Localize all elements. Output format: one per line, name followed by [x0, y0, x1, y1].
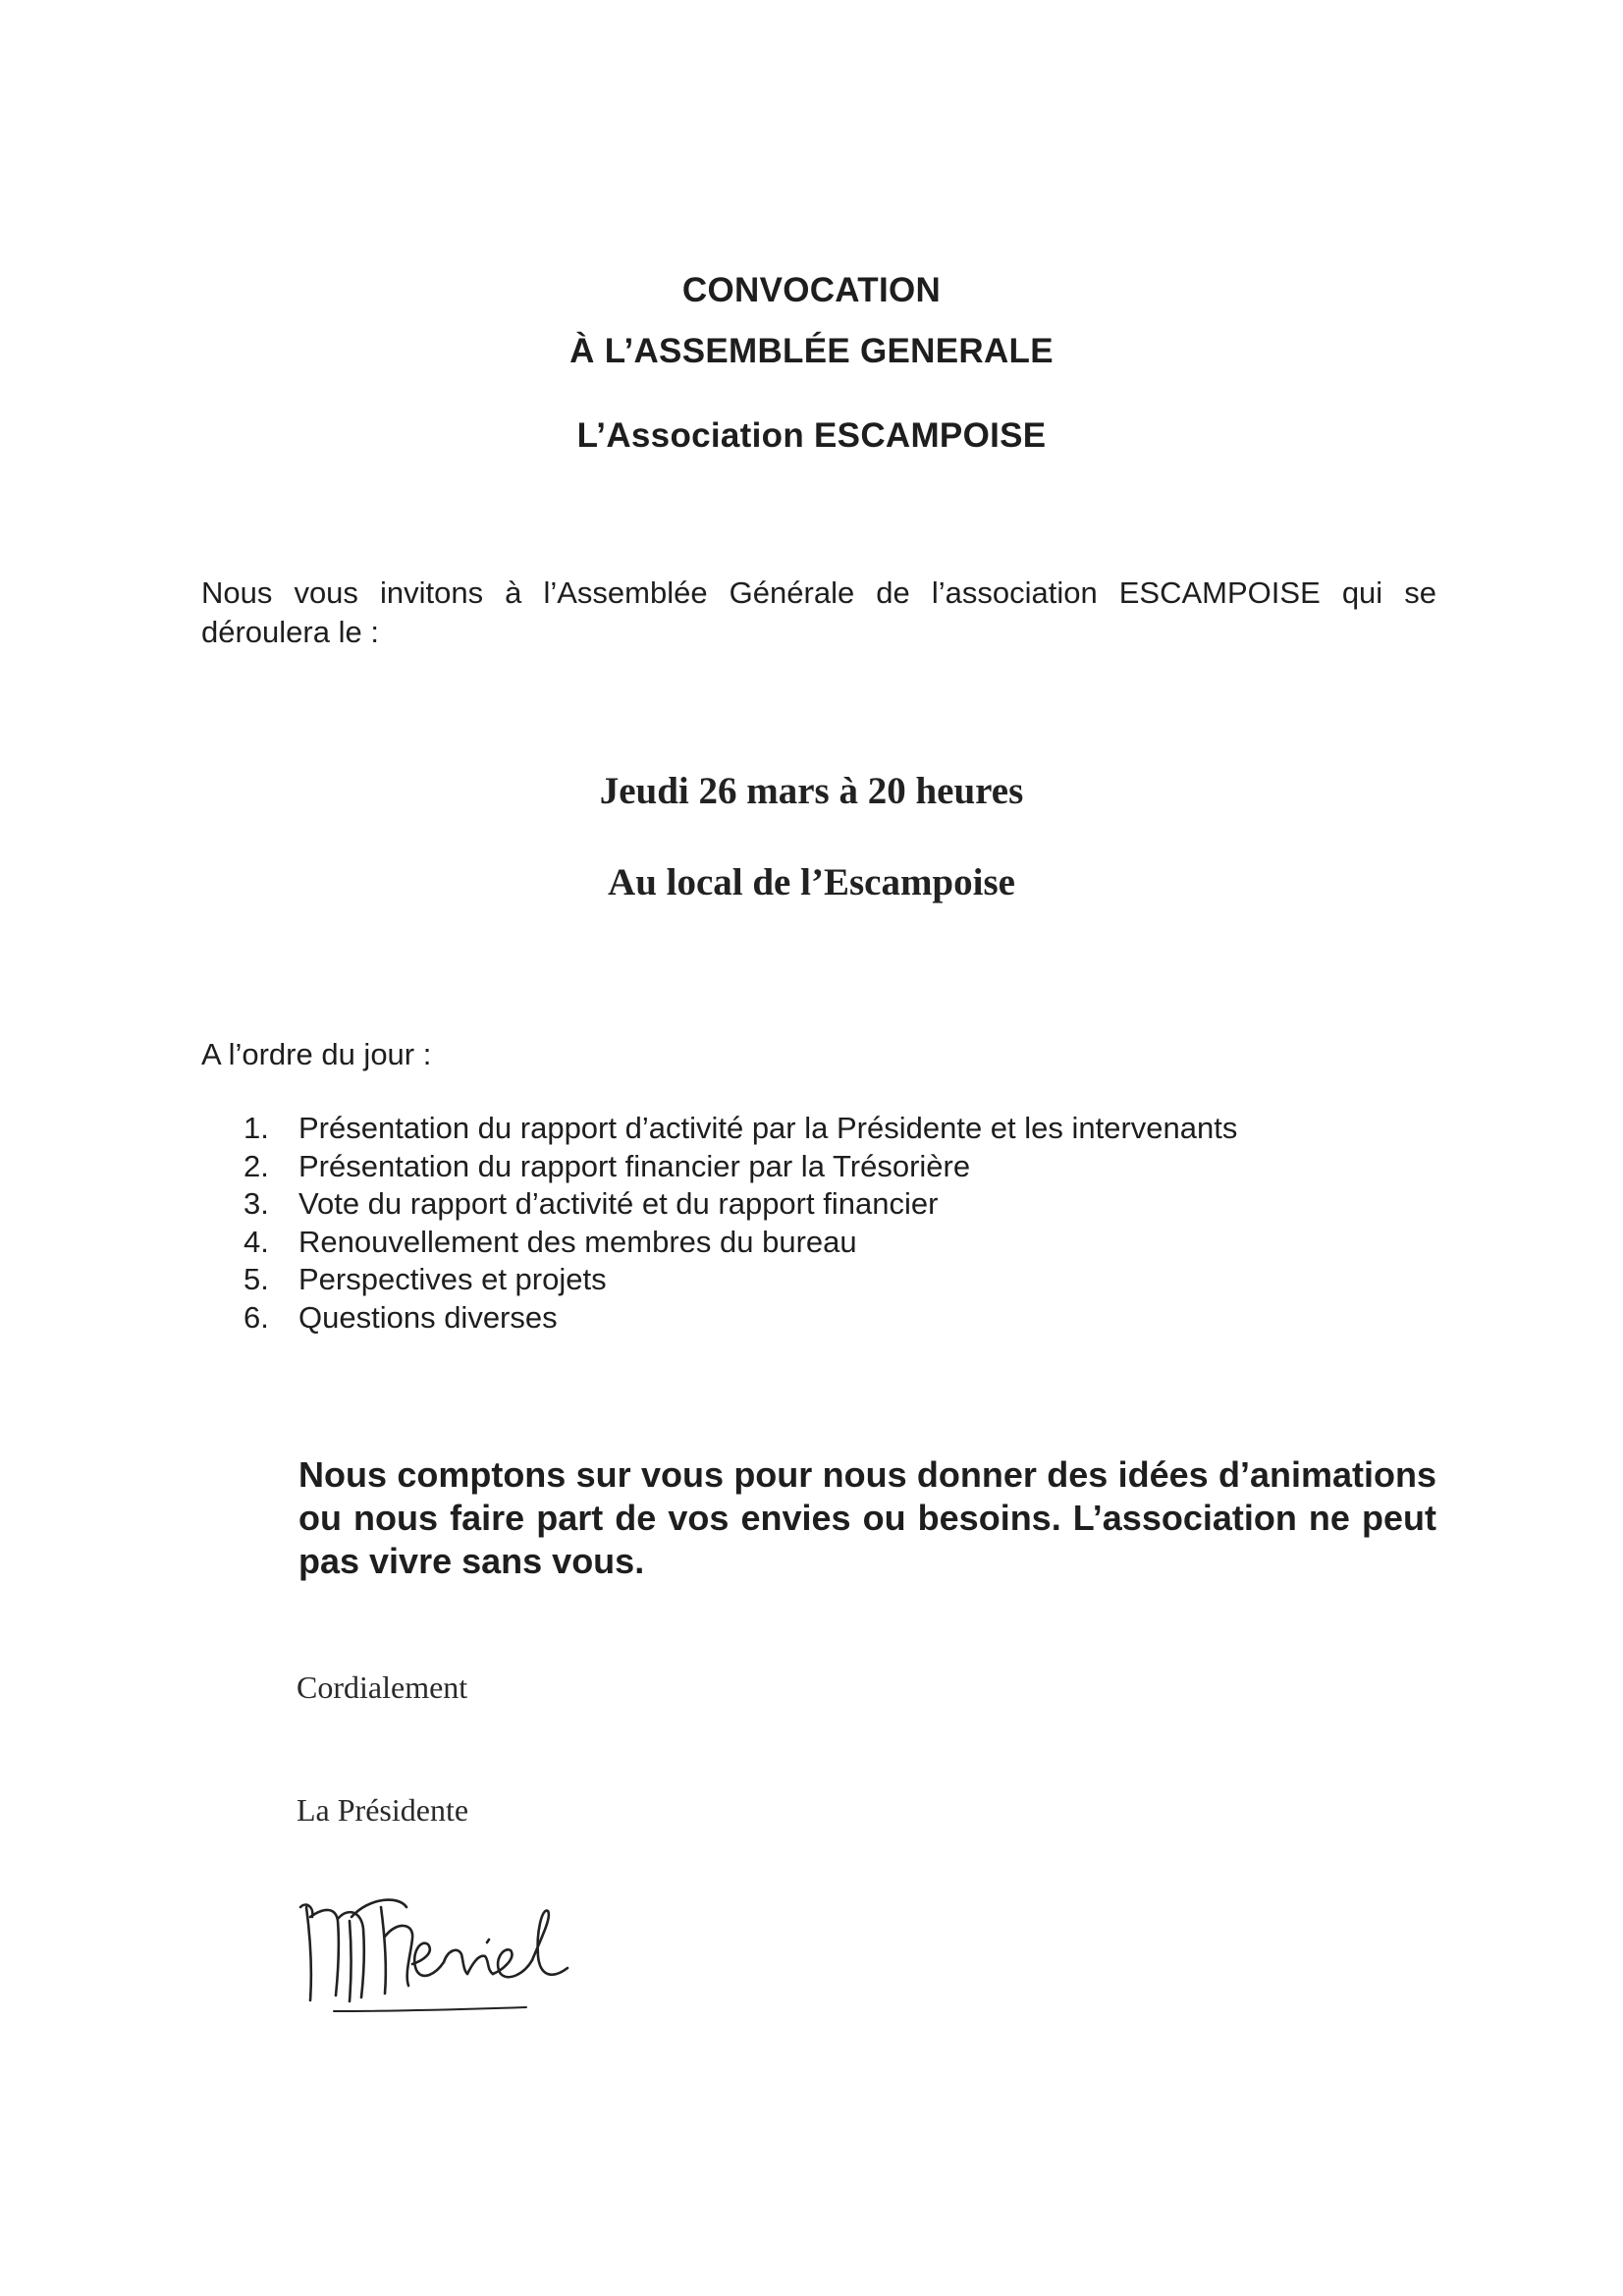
agenda-item — [243, 1224, 1237, 1262]
title-assemblee-generale: À L’ASSEMBLÉE GENERALE — [569, 332, 1054, 370]
title-convocation: CONVOCATION — [681, 271, 942, 309]
agenda-item-text: Vote du rapport d’activité et du rapport financier — [298, 1186, 939, 1221]
agenda-item — [243, 1110, 1237, 1148]
agenda-item-text: Présentation du rapport d’activité par la Présidente et les intervenants — [298, 1111, 1238, 1145]
handwritten-signature-icon — [291, 1878, 605, 2015]
agenda-item-number: 3. — [243, 1186, 269, 1221]
intro-paragraph: Nous vous invitons à l’Assemblée Générale de l’association ESCAMPOISE qui se déroulera le : — [201, 575, 1436, 649]
agenda-item-text: Renouvellement des membres du bureau — [298, 1224, 857, 1259]
event-place: Au local de l’Escampoise — [608, 861, 1015, 903]
agenda-label: A l’ordre du jour : — [201, 1037, 432, 1071]
agenda-item-number: 4. — [243, 1224, 269, 1259]
signature-strokes — [300, 1900, 568, 2011]
agenda-item-number: 5. — [243, 1262, 269, 1296]
closing-greeting: Cordialement — [297, 1669, 468, 1705]
agenda-item — [243, 1261, 1237, 1299]
agenda-item-text: Perspectives et projets — [298, 1262, 607, 1296]
agenda-list — [243, 1110, 1237, 1337]
agenda-item — [243, 1185, 1237, 1224]
title-association: L’Association ESCAMPOISE — [576, 416, 1047, 455]
agenda-item-text: Présentation du rapport financier par la Trésorière — [298, 1148, 971, 1183]
event-date: Jeudi 26 mars à 20 heures — [599, 770, 1024, 812]
agenda-item — [243, 1148, 1237, 1186]
agenda-item-number: 6. — [243, 1299, 269, 1335]
agenda-item — [243, 1299, 1237, 1338]
agenda-item-number: 1. — [243, 1111, 269, 1145]
appeal-paragraph: Nous comptons sur vous pour nous donner des idées d’animations ou nous faire part de vos envies ou besoins. L’association ne peut pas vivre sans vous. — [298, 1454, 1436, 1581]
closing-signatory: La Présidente — [297, 1792, 469, 1828]
agenda-item-text: Questions diverses — [298, 1299, 558, 1335]
agenda-item-number: 2. — [243, 1148, 269, 1183]
